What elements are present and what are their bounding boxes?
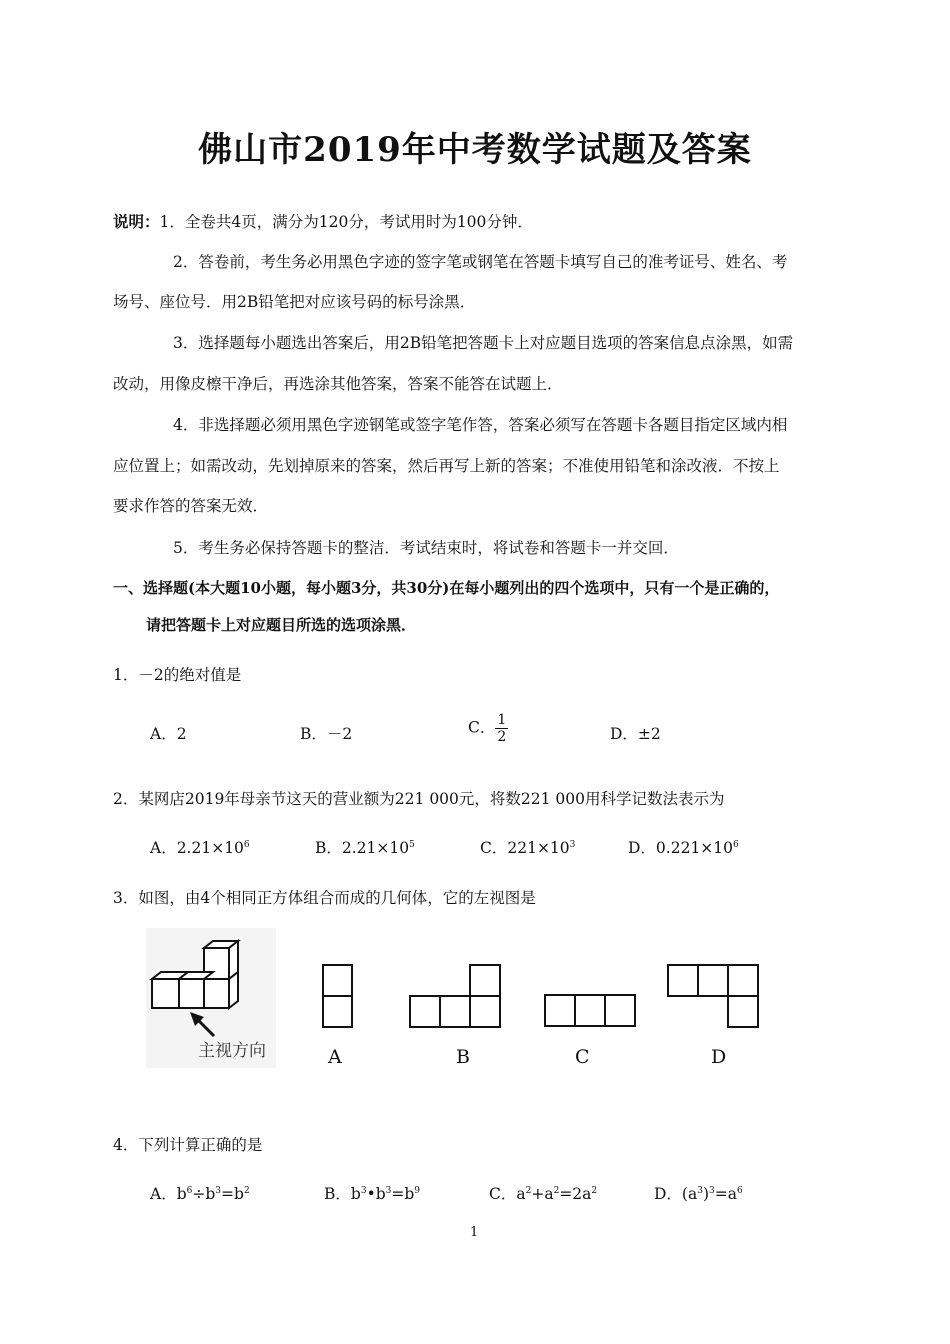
option-b-label: B (456, 1046, 470, 1068)
page-title: 佛山市2019年中考数学试题及答案 (198, 130, 752, 170)
instruction-item-4-line-1: 4．非选择题必须用黑色字迹钢笔或签字笔作答，答案必须写在答题卡各题目指定区域内相 (173, 416, 788, 434)
solid-figure (146, 928, 276, 1068)
instruction-item-1: 说明：1．全卷共4页，满分为120分，考试用时为100分钟． (113, 212, 533, 231)
question-1-option-d: D．±2 (610, 725, 661, 743)
question-4-option-a: A．$b^6\div b^3=b^2$ (150, 1185, 250, 1203)
option-b-figure (407, 962, 503, 1032)
option-a-label: A (328, 1046, 342, 1068)
instruction-item-4-line-3: 要求作答的答案无效． (113, 497, 269, 515)
instruction-item-2-line-1: 2．答卷前，考生务必用黑色字迹的签字笔或钢笔在答题卡填写自己的准考证号、姓名、考 (173, 253, 788, 271)
question-1-option-c: C． $\frac{1}{2}$ (468, 712, 507, 745)
question-3-stem: 3．如图，由4个相同正方体组合而成的几何体，它的左视图是 (113, 889, 536, 907)
direction-label: 主视方向 (198, 1041, 266, 1061)
section-heading-line-1: 一、选择题(本大题10小题，每小题3分，共30分)在每小题列出的四个选项中，只有一个是正确的， (113, 579, 780, 597)
question-2-option-d: D．$0.221\times 10^6$ (628, 839, 739, 857)
question-2-stem: 2．某网店2019年母亲节这天的营业额为221 000元，将数221 000用科学记数法表示为 (113, 790, 725, 808)
instruction-item-3-line-2: 改动，用像皮檫干净后，再选涂其他答案，答案不能答在试题上． (113, 375, 563, 393)
page-number: 1 (470, 1225, 479, 1240)
question-2-option-b: B．$2.21\times 10^5$ (315, 839, 415, 857)
question-1-stem: 1．－2的绝对值是 (113, 666, 242, 684)
question-1-option-b: B．－2 (300, 725, 353, 743)
question-2-option-c: C．$221\times 10^3$ (480, 839, 576, 857)
section-heading-line-2: 请把答题卡上对应题目所选的选项涂黑． (146, 616, 417, 634)
instruction-item-2-line-2: 场号、座位号．用2B铅笔把对应该号码的标号涂黑． (113, 293, 476, 311)
instruction-item-5: 5．考生务必保持答题卡的整洁．考试结束时，将试卷和答题卡一并交回． (173, 539, 679, 557)
question-4-option-d: D．$(a^3)^3=a^6$ (654, 1185, 743, 1203)
question-4-option-c: C．$a^2+a^2=2a^2$ (489, 1185, 598, 1203)
option-a-figure (320, 962, 356, 1032)
instruction-item-3-line-1: 3．选择题每小题选出答案后，用2B铅笔把答题卡上对应题目选项的答案信息点涂黑，如需 (173, 334, 794, 352)
option-c-figure (542, 992, 638, 1032)
question-2-option-a: A．$2.21\times 10^6$ (150, 839, 250, 857)
instruction-item-4-line-2: 应位置上；如需改动，先划掉原来的答案，然后再写上新的答案；不准使用铅笔和涂改液．不按上 (113, 457, 780, 475)
question-4-stem: 4．下列计算正确的是 (113, 1136, 263, 1154)
option-c-label: C (575, 1046, 590, 1068)
question-1-option-a: A．2 (150, 725, 187, 743)
question-4-option-b: B．$b^3•b^3=b^9$ (324, 1185, 421, 1203)
instructions-label: 说明： (113, 212, 160, 231)
fraction: $\frac{1}{2}$ (497, 712, 507, 745)
option-d-label: D (711, 1046, 727, 1068)
option-d-figure (665, 962, 761, 1032)
